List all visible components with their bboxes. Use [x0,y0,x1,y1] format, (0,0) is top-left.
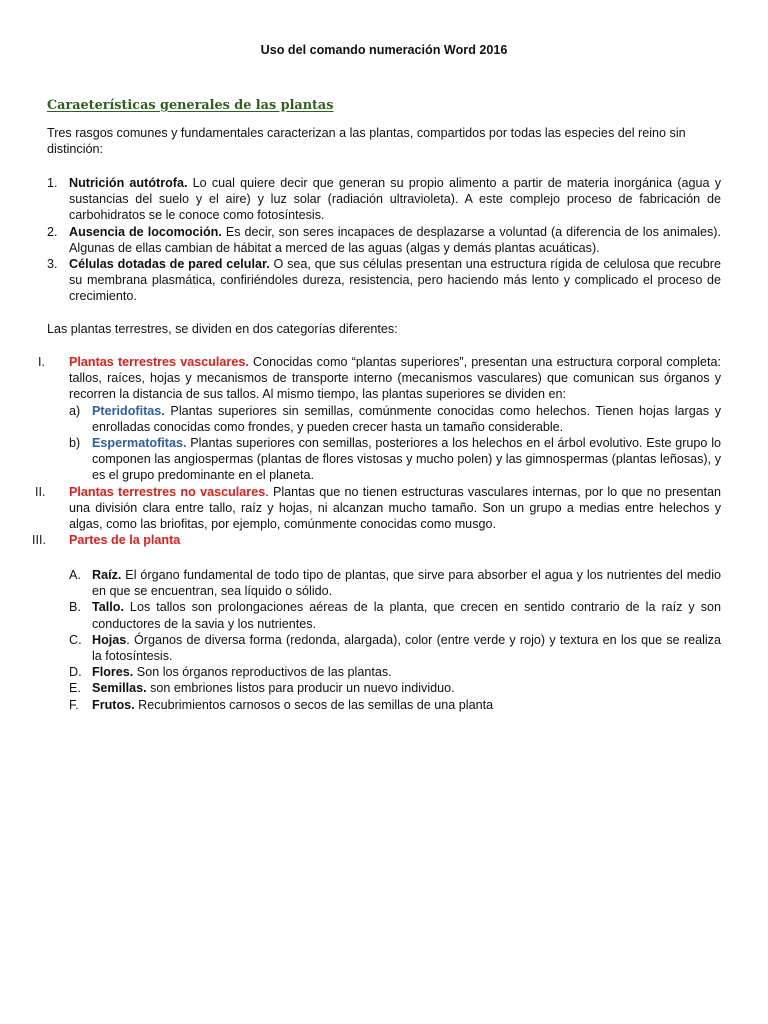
list-marker: B. [69,600,81,615]
list-item-term: Plantas terrestres no vasculares [69,484,266,499]
list-item-term: Nutrición autótrofa. [69,176,188,190]
list-item-text: El órgano fundamental de todo tipo de plantas, que sirve para absorber el agua y los nutrientes del medio en que se encuentran, sea líquido o sólido. [92,568,721,599]
list-item-term: Hojas [92,632,127,647]
list-item-term: Pteridofitas. [92,403,165,418]
list-item-text: Los tallos son prolongaciones aéreas de la planta, que crecen en sentido contrario de la raíz y son conductores de la savia y los nutrientes. [92,600,721,631]
list-item-text: O sea, que sus células presentan una estructura rígida de celulosa que recubre su membrana plasmática, confiriéndoles dureza, resistencia, pero haciendo más lento y complicado el proceso de crecimiento. [69,257,721,304]
categories-intro-text: Las plantas terrestres, se dividen en dos categorías diferentes: [47,322,398,336]
parts-list [0,567,721,713]
list-item-text: Son los órganos reproductivos de las plantas. [133,665,392,680]
traits-list [0,175,721,305]
intro-paragraph [47,125,721,157]
list-item [47,175,722,224]
list-item [69,680,721,696]
intro-text: Tres rasgos comunes y fundamentales caracterizan a las plantas, compartidos por todas las especies del reino sin distinción: [47,126,686,157]
document-title: Uso del comando numeración Word 2016 [260,43,508,57]
list-marker: 1. [47,176,58,190]
list-item-text: Plantas superiores con semillas, posteriores a los helechos en el árbol evolutivo. Este grupo lo componen las angiospermas (plantas de flores vistosas y mucho polen) y las gimnospermas (plantas leñosas), y es el grupo predominante en el planeta. [92,436,721,483]
list-marker: E. [69,681,81,696]
list-item [69,664,721,680]
list-item-term: Raíz. [92,568,122,582]
list-marker: b) [69,436,81,451]
list-marker: A. [69,568,81,582]
list-marker: 2. [47,224,58,239]
list-item [69,632,721,664]
list-item-term: Células dotadas de pared celular. [69,257,270,272]
categories-list [0,354,721,548]
list-item-term: Frutos. [92,697,135,712]
list-item-term: Espermatofitas. [92,436,187,451]
list-marker: II. [35,484,46,499]
list-item-term: Semillas. [92,681,147,696]
list-item [69,403,721,435]
list-marker: C. [69,632,82,647]
list-item [32,532,721,548]
list-marker: I. [38,355,45,369]
list-item [47,256,721,305]
list-item [69,697,721,713]
list-item-text: Es decir, son seres incapaces de desplazarse a voluntad (a diferencia de los animales). Algunas de ellas cambian de hábitat a merced de las aguas (algas y demás plantas acuáticas). [69,224,721,255]
list-marker: III. [32,533,46,548]
list-item-term: Ausencia de locomoción. [69,224,222,239]
list-item-text: Plantas superiores sin semillas, comúnmente conocidas como helechos. Tienen hojas largas y enrolladas conocidas como frondes, y pueden crecer hasta un tamaño considerable. [92,403,721,434]
list-item-term: Tallo. [92,600,124,615]
list-item-text: son embriones listos para producir un nuevo individuo. [146,681,455,696]
list-item [47,224,721,256]
categories-intro [47,321,721,337]
list-item-text: . Plantas que no tienen estructuras vasculares internas, por lo que no presentan una división clara entre tallo, raíz y hojas, ni alcanzan mucho tamaño. Son un grupo a medias entre helechos y algas, como las briofitas, por ejemplo, comúnmente conocidas como musgo. [69,484,721,532]
list-item-text: Conocidas como “plantas superiores”, presentan una estructura corporal completa: tallos, raíces, hojas y mecanismos de transporte interno (mecanismos vasculares) que comunican sus órganos y recorren la distancia de sus tallos. Al mismo tiempo, las plantas superiores se dividen en: [69,355,721,402]
list-item [69,599,721,631]
list-item-term: Plantas terrestres vasculares. [69,355,249,369]
list-marker: F. [69,697,79,712]
list-marker: a) [69,403,81,418]
list-item [38,354,721,403]
list-item-term: Flores. [92,665,134,680]
list-item-text: . Órganos de diversa forma (redonda, alargada), color (entre verde y rojo) y textura en los que se realiza la fotosíntesis. [92,632,721,664]
list-item-text: Lo cual quiere decir que generan su propio alimento a partir de materia inorgánica (agua y sustancias del suelo y el aire) y luz solar (radiación ultravioleta). A este complejo proceso de fabricación de carbohidratos se le conoce como fotosíntesis. [69,176,722,223]
list-item [69,435,721,484]
list-marker: D. [69,665,82,680]
section-heading: Caraeterísticas generales de las plantas [47,98,334,113]
list-item [35,484,721,533]
list-marker: 3. [47,257,58,272]
list-item-term: Partes de la planta [69,533,181,548]
list-item-text: Recubrimientos carnosos o secos de las semillas de una planta [134,697,494,712]
list-item [69,567,721,599]
